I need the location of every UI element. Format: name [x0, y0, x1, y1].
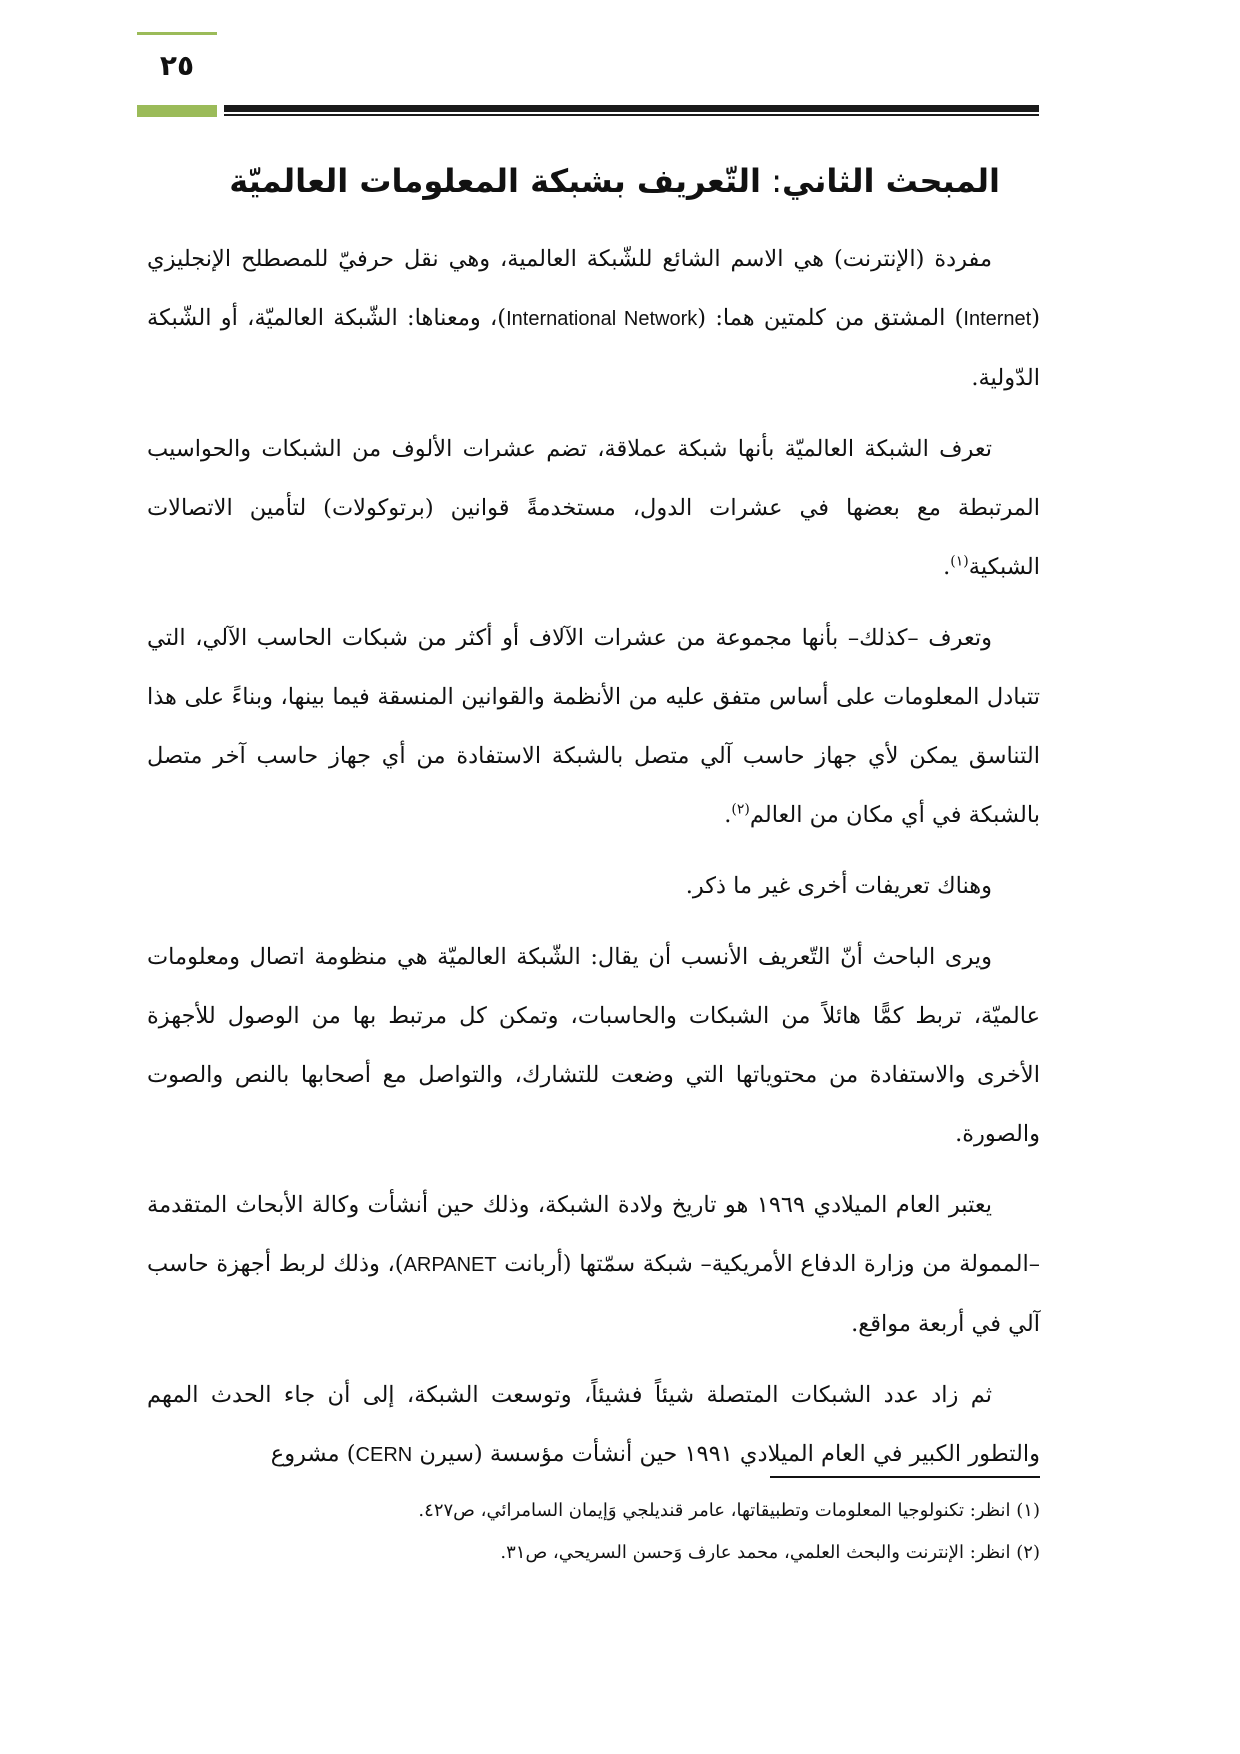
footnote-1-text: انظر: تكنولوجيا المعلومات وتطبيقاتها، عامر قنديلجي وَإيمان السامرائي، ص٤٢٧. — [418, 1500, 1011, 1521]
footnote-2-text: انظر: الإنترنت والبحث العلمي، محمد عارف وَحسن السريحي، ص٣١. — [500, 1542, 1011, 1563]
section-heading — [180, 156, 1000, 206]
footnote-ref-2: (٢) — [731, 801, 750, 818]
header-thick-line — [224, 105, 1039, 112]
section-heading-part1: المبحث الثاني — [781, 162, 1000, 200]
paragraph-6-text-b: )، وذلك لربط أجهزة حاسب آلي في أربعة مواقع. — [147, 1251, 1040, 1337]
paragraph-1 — [147, 230, 1040, 408]
paragraph-2-end: . — [943, 554, 951, 580]
english-term-international-network: International Network — [506, 308, 698, 330]
paragraph-1-text-a: مفردة (الإنترنت) هي الاسم الشائع للشّبكة العالمية، وهي نقل حرفيّ للمصطلح الإنجليزي ( — [147, 246, 1041, 331]
english-term-cern: CERN — [355, 1444, 413, 1466]
header-rule — [137, 105, 1039, 117]
paragraph-7 — [147, 1366, 1040, 1485]
footnote-1 — [147, 1490, 1040, 1532]
english-term-arpanet: ARPANET — [403, 1254, 497, 1276]
footnote-2 — [147, 1532, 1040, 1574]
paragraph-3-end: . — [724, 802, 732, 828]
section-heading-part2: التّعريف بشبكة المعلومات العالميّة — [229, 162, 762, 200]
english-term-internet: Internet — [963, 308, 1032, 330]
paragraph-7-text-a: ثم زاد عدد الشبكات المتصلة شيئاً فشيئاً، وتوسعت الشبكة، إلى أن جاء الحدث المهم والتطور الكبير في العام الميلادي ١٩٩١ حين أنشأت مؤسسة (سيرن — [147, 1382, 1040, 1467]
header-thin-line — [224, 114, 1039, 116]
section-heading-separator: : — [761, 162, 782, 200]
paragraph-1-text-c: )، ومعناها: الشّبكة العالميّة، أو الشّبكة الدّولية. — [147, 305, 1040, 391]
header-accent-bar — [137, 105, 217, 117]
paragraph-4: وهناك تعريفات أخرى غير ما ذكر. — [685, 873, 992, 899]
paragraph-6-text-a: يعتبر العام الميلادي ١٩٦٩ هو تاريخ ولادة الشبكة، وذلك حين أنشأت وكالة الأبحاث المتقدمة –الممولة من وزارة الدفاع الأمريكية– شبكة سمّتها (أربانت — [147, 1192, 1040, 1277]
paragraph-5: ويرى الباحث أنّ التّعريف الأنسب أن يقال: الشّبكة العالميّة هي منظومة اتصال ومعلومات عالميّة، تربط كمًّا هائلاً من الشبكات والحاسبات، وتمكن كل مرتبط بها من الوصول للأجهزة الأخرى والاستفادة من محتوياتها التي وضعت للتشارك، والتواصل مع أصحابها بالنص والصوت والصورة. — [147, 944, 1040, 1147]
footnote-2-number: (٢) — [1016, 1542, 1040, 1563]
footnote-1-number: (١) — [1016, 1500, 1040, 1521]
body-text — [147, 230, 1040, 1497]
paragraph-3-text: وتعرف –كذلك– بأنها مجموعة من عشرات الآلاف أو أكثر من شبكات الحاسب الآلي، التي تتبادل المعلومات على أساس متفق عليه من الأنظمة والقوانين المنسقة فيما بينها، وبناءً على هذا التناسق يمكن لأي جهاز حاسب آلي متصل بالشبكة الاستفادة من أي جهاز حاسب آخر متصل بالشبكة في أي مكان من العالم — [147, 625, 1040, 828]
paragraph-7-text-b: ) مشروع — [270, 1441, 356, 1467]
paragraph-2-text: تعرف الشبكة العالميّة بأنها شبكة عملاقة، تضم عشرات الألوف من الشبكات والحواسيب المرتبطة مع بعضها في عشرات الدول، مستخدمةً قوانين (برتوكولات) لتأمين الاتصالات الشبكية — [147, 436, 1040, 580]
footnote-separator — [770, 1476, 1040, 1478]
footnotes — [147, 1490, 1040, 1574]
paragraph-2 — [147, 420, 1040, 597]
header-accent-line — [137, 32, 217, 35]
footnote-ref-1: (١) — [950, 553, 969, 570]
page-number: ٢٥ — [159, 49, 195, 82]
paragraph-3 — [147, 609, 1040, 845]
paragraph-1-text-b: ) المشتق من كلمتين هما: ( — [697, 305, 964, 331]
paragraph-6 — [147, 1176, 1040, 1354]
